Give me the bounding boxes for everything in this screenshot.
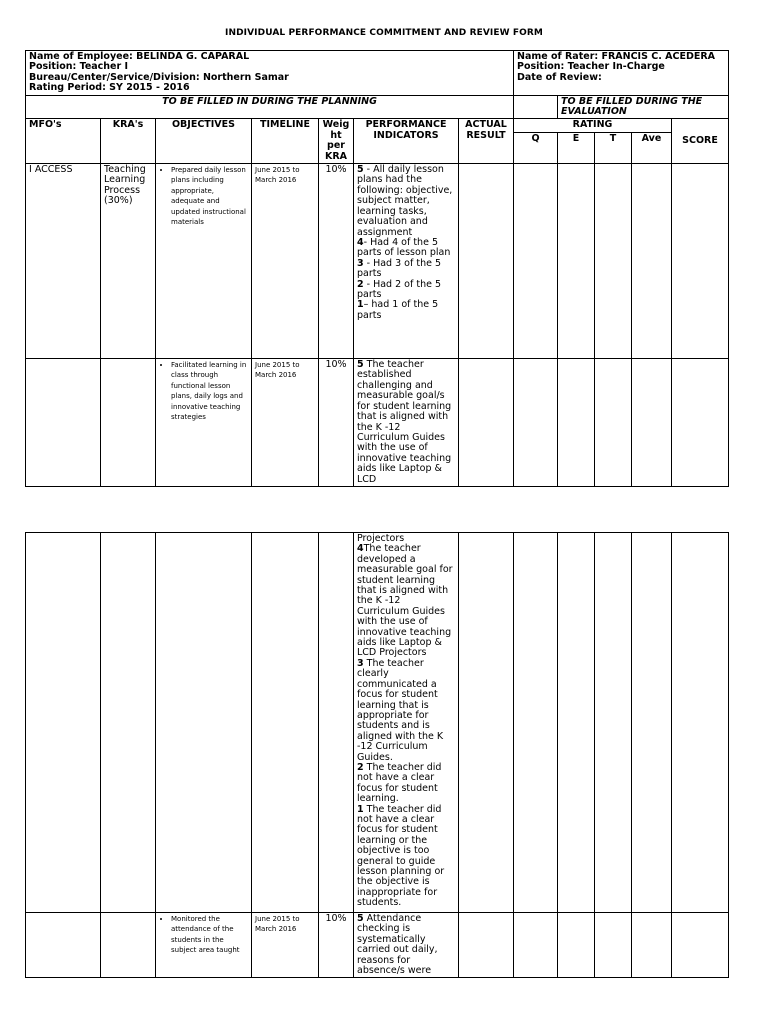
employee-name: Name of Employee: BELINDA G. CAPARAL — [29, 51, 250, 62]
col-header-mfo: MFO's — [26, 119, 101, 164]
mfo-cell — [26, 533, 101, 913]
objective-cell — [156, 913, 252, 978]
objective-cell — [156, 359, 252, 487]
actual-result-cell[interactable] — [459, 913, 514, 978]
indicator-line: 1 The teacher did not have a clear focus for student learning or the objective is too general to guide lesson planning or the objective is inappropriate for students. — [357, 803, 445, 909]
timeline-cell: June 2015 to March 2016 — [252, 913, 319, 978]
objective-item: • Facilitated learning in class through functional lesson plans, daily logs and innovative teaching strategies — [171, 360, 248, 422]
rating-q-cell[interactable] — [514, 533, 558, 913]
planning-header: TO BE FILLED IN DURING THE PLANNING — [26, 95, 514, 119]
weight-cell — [319, 533, 354, 913]
col-header-e: E — [558, 133, 595, 164]
indicator-line: 5 Attendance checking is systematically carried out daily, reasons for absence/s were — [357, 913, 438, 977]
indicator-line: Projectors — [357, 533, 405, 544]
rating-ave-cell[interactable] — [632, 164, 672, 359]
rating-t-cell[interactable] — [595, 359, 632, 487]
timeline-cell: June 2015 to March 2016 — [252, 164, 319, 359]
objective-item: • Prepared daily lesson plans including appropriate, adequate and updated instructional materials — [171, 165, 248, 227]
rating-ave-cell[interactable] — [632, 913, 672, 978]
score-cell[interactable] — [672, 164, 729, 359]
indicator-line: 5 The teacher established challenging and measurable goal/s for student learning that is aligned with the K -12 Curriculum Guides with the use of innovative teaching aids like Laptop & LCD — [357, 359, 452, 485]
rater-name: Name of Rater: FRANCIS C. ACEDERA — [517, 51, 715, 62]
col-header-objectives: OBJECTIVES — [156, 119, 252, 164]
rating-t-cell[interactable] — [595, 164, 632, 359]
weight-cell: 10% — [319, 164, 354, 359]
performance-indicators-cell — [354, 359, 459, 487]
objective-cell — [156, 533, 252, 913]
rating-ave-cell[interactable] — [632, 533, 672, 913]
col-header-timeline: TIMELINE — [252, 119, 319, 164]
objective-cell — [156, 164, 252, 359]
indicator-line: 2 - Had 2 of the 5 parts — [357, 278, 442, 300]
rater-info-cell — [514, 51, 729, 96]
rating-period: Rating Period: SY 2015 - 2016 — [29, 82, 190, 94]
timeline-cell: June 2015 to March 2016 — [252, 359, 319, 487]
weight-cell: 10% — [319, 913, 354, 978]
employee-info-cell — [26, 51, 514, 96]
mfo-cell — [26, 359, 101, 487]
form-title: INDIVIDUAL PERFORMANCE COMMITMENT AND REVIEW FORM — [225, 28, 543, 38]
rating-e-cell[interactable] — [558, 533, 595, 913]
indicator-line: 3 The teacher clearly communicated a focus for student learning that is appropriate for students and is aligned with the K -12 Curriculum Guides. — [357, 657, 444, 763]
rating-t-cell[interactable] — [595, 913, 632, 978]
kra-cell: Teaching Learning Process (30%) — [101, 164, 156, 359]
rating-e-cell[interactable] — [558, 164, 595, 359]
indicator-line: 2 The teacher did not have a clear focus for student learning. — [357, 761, 442, 805]
kra-cell — [101, 533, 156, 913]
performance-indicators-cell — [354, 913, 459, 978]
kra-cell — [101, 913, 156, 978]
col-header-t: T — [595, 133, 632, 164]
date-of-review: Date of Review: — [517, 71, 602, 83]
weight-cell: 10% — [319, 359, 354, 487]
rating-t-cell[interactable] — [595, 533, 632, 913]
performance-form-table-page-2 — [25, 532, 729, 978]
objective-item: • Monitored the attendance of the students in the subject area taught — [171, 914, 248, 956]
blank-cell — [514, 95, 558, 119]
rating-q-cell[interactable] — [514, 913, 558, 978]
indicator-line: 1– had 1 of the 5 parts — [357, 299, 439, 321]
col-header-weight: Weig ht per KRA — [319, 119, 354, 164]
rating-ave-cell[interactable] — [632, 359, 672, 487]
performance-indicators-cell — [354, 533, 459, 913]
col-header-q: Q — [514, 133, 558, 164]
indicator-line: 5 - All daily lesson plans had the following: objective, subject matter, learning tasks, evaluation and assignment — [357, 164, 453, 238]
col-header-performance-indicators: PERFORMANCE INDICATORS — [354, 119, 459, 164]
rating-e-cell[interactable] — [558, 913, 595, 978]
employee-position: Position: Teacher I — [29, 61, 129, 73]
performance-form-table-page-1 — [25, 50, 729, 487]
col-header-kra: KRA's — [101, 119, 156, 164]
employee-bureau: Bureau/Center/Service/Division: Northern Samar — [29, 71, 289, 83]
score-cell[interactable] — [672, 533, 729, 913]
col-header-score: SCORE — [672, 119, 729, 164]
evaluation-header: TO BE FILLED DURING THE EVALUATION — [558, 95, 729, 119]
performance-indicators-cell — [354, 164, 459, 359]
actual-result-cell[interactable] — [459, 164, 514, 359]
score-cell[interactable] — [672, 359, 729, 487]
col-header-ave: Ave — [632, 133, 672, 164]
timeline-cell — [252, 533, 319, 913]
col-header-rating: RATING — [514, 119, 672, 133]
actual-result-cell[interactable] — [459, 359, 514, 487]
mfo-cell — [26, 913, 101, 978]
indicator-line: 4The teacher developed a measurable goal for student learning that is aligned with the K -12 Curriculum Guides with the use of innovative teaching aids like Laptop & LCD Projectors — [357, 543, 453, 659]
kra-cell — [101, 359, 156, 487]
col-header-actual-result: ACTUAL RESULT — [459, 119, 514, 164]
indicator-line: 4- Had 4 of the 5 parts of lesson plan — [357, 236, 451, 259]
rating-e-cell[interactable] — [558, 359, 595, 487]
indicator-line: 3 - Had 3 of the 5 parts — [357, 257, 442, 280]
rater-position: Position: Teacher In-Charge — [517, 61, 665, 73]
rating-q-cell[interactable] — [514, 359, 558, 487]
mfo-cell: I ACCESS — [26, 164, 101, 359]
score-cell[interactable] — [672, 913, 729, 978]
actual-result-cell[interactable] — [459, 533, 514, 913]
rating-q-cell[interactable] — [514, 164, 558, 359]
